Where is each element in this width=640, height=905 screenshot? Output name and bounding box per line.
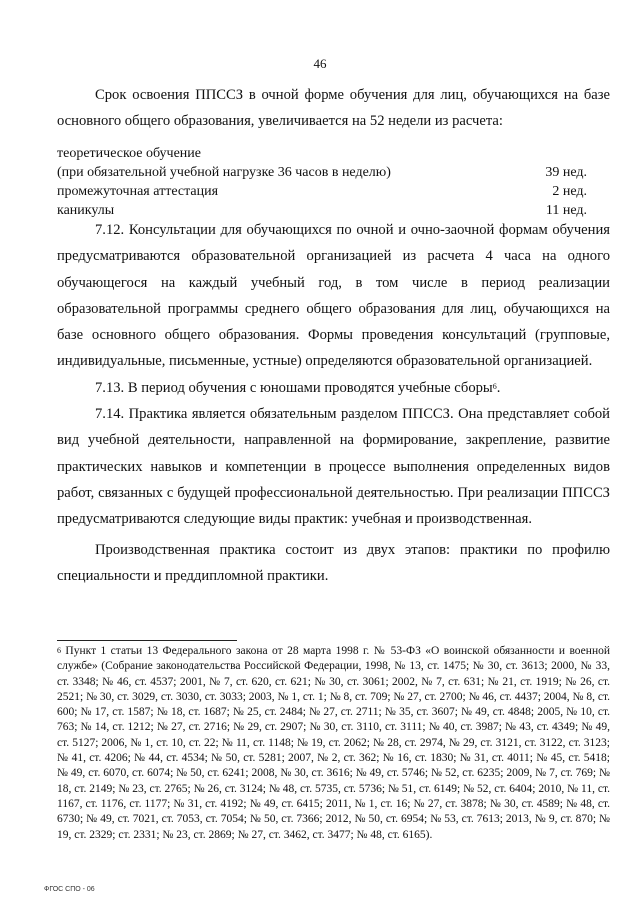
page-number: 46 — [313, 56, 327, 71]
period-value: 11 нед. — [545, 203, 587, 218]
paragraph-production-practice: Производственная практика состоит из двух этапов: практики по профилю специальности и преддипломной практики. — [57, 541, 610, 584]
footnote-reference[interactable]: 6 — [492, 381, 497, 391]
period-label: теоретическое обучение — [57, 146, 201, 161]
paragraph-7-12: 7.12. Консультации для обучающихся по очной и очно-заочной формам обучения предусматриваются образовательной организацией из расчета 4 часа на одного обучающегося на каждый учебный год, в том числе в период реализации образовательной программы среднего общего образования для лиц, обучающихся на базе основного общего образования. Формы проведения консультаций (групповые, индивидуальные, письменные, устные) определяются образовательной организацией. — [57, 222, 610, 370]
period-row — [57, 182, 587, 201]
period-label: каникулы — [57, 203, 115, 218]
period-value: 2 нед. — [552, 184, 587, 199]
footnote-number: 6 — [57, 646, 61, 655]
intro-paragraph-block — [57, 82, 610, 135]
page-footer: ФГОС СПО - 06 — [44, 886, 95, 893]
footnote — [57, 644, 610, 843]
period-label: промежуточная аттестация — [57, 184, 219, 199]
footnote-separator — [57, 640, 237, 641]
footnote-text: Пункт 1 статьи 13 Федерального закона от 28 марта 1998 г. № 53-ФЗ «О воинской обязанности и военной службе» (Собрание законодательства Российской Федерации, 1998, № 13, ст. 1475; № 30, ст. 3613; 2000, № 33, ст. 3348; № 46, ст. 4537; 2001, № 7, ст. 620, ст. 621; № 30, ст. 3061; 2002, № 7, ст. 631; № 21, ст. 1919; № 26, ст. 2521; № 30, ст. 3029, ст. 3030, ст. 3033; 2003, № 1, ст. 1; № 8, ст. 709; № 27, ст. 2700; № 46, ст. 4437; 2004, № 8, ст. 600; № 17, ст. 1587; № 18, ст. 1687; № 25, ст. 2484; № 27, ст. 2711; № 35, ст. 3607; № 49, ст. 4848; 2005, № 10, ст. 763; № 14, ст. 1212; № 27, ст. 2716; № 29, ст. 2907; № 30, ст. 3110, ст. 3111; № 40, ст. 3987; № 43, ст. 4349; № 49, ст. 5127; 2006, № 1, ст. 10, ст. 22; № 11, ст. 1148; № 19, ст. 2062; № 28, ст. 2974, № 29, ст. 3121, ст. 3122, ст. 3123; № 41, ст. 4206; № 44, ст. 4534; № 50, ст. 5281; 2007, № 2, ст. 362; № 16, ст. 1830; № 31, ст. 4011; № 45, ст. 5418; № 49, ст. 6070, ст. 6074; № 50, ст. 6241; 2008, № 30, ст. 3616; № 49, ст. 5746; № 52, ст. 6235; 2009, № 7, ст. 769; № 18, ст. 2149; № 23, ст. 2765; № 26, ст. 3124; № 48, ст. 5735, ст. 5736; № 51, ст. 6149; № 52, ст. 6404; 2010, № 11, ст. 1167, ст. 1176, ст. 1177; № 31, ст. 4192; № 49, ст. 6415; 2011, № 1, ст. 16; № 27, ст. 3878; № 30, ст. 4589; № 48, ст. 6730; № 49, ст. 7021, ст. 7053, ст. 7054; № 50, ст. 7366; 2012, № 50, ст. 6954; № 53, ст. 7613; 2013, № 9, ст. 870; № 19, ст. 2329; ст. 2331; № 23, ст. 2869; № 27, ст. 3462, ст. 3477; № 48, ст. 6165). — [57, 645, 611, 841]
paragraph-7-13-end: . — [496, 379, 501, 396]
period-row — [57, 144, 587, 163]
period-row — [57, 163, 587, 182]
intro-paragraph: Срок освоения ППССЗ в очной форме обучения для лиц, обучающихся на базе основного общего образования, увеличивается на 52 недели из расчета: — [57, 87, 610, 130]
study-period-list — [57, 144, 587, 220]
paragraph-7-14: 7.14. Практика является обязательным разделом ППССЗ. Она представляет собой вид учебной деятельности, направленной на формирование, закрепление, развитие практических навыков и компетенции в процессе выполнения определенных видов работ, связанных с будущей профессиональной деятельностью. При реализации ППССЗ предусматриваются следующие виды практик: учебная и производственная. — [57, 406, 610, 528]
period-label: (при обязательной учебной нагрузке 36 часов в неделю) — [57, 165, 391, 180]
paragraph-7-13 — [57, 375, 610, 401]
main-text-block — [57, 217, 610, 589]
paragraph-7-13-text: 7.13. В период обучения с юношами проводятся учебные сборы — [95, 379, 493, 396]
period-value: 39 нед. — [545, 165, 587, 180]
